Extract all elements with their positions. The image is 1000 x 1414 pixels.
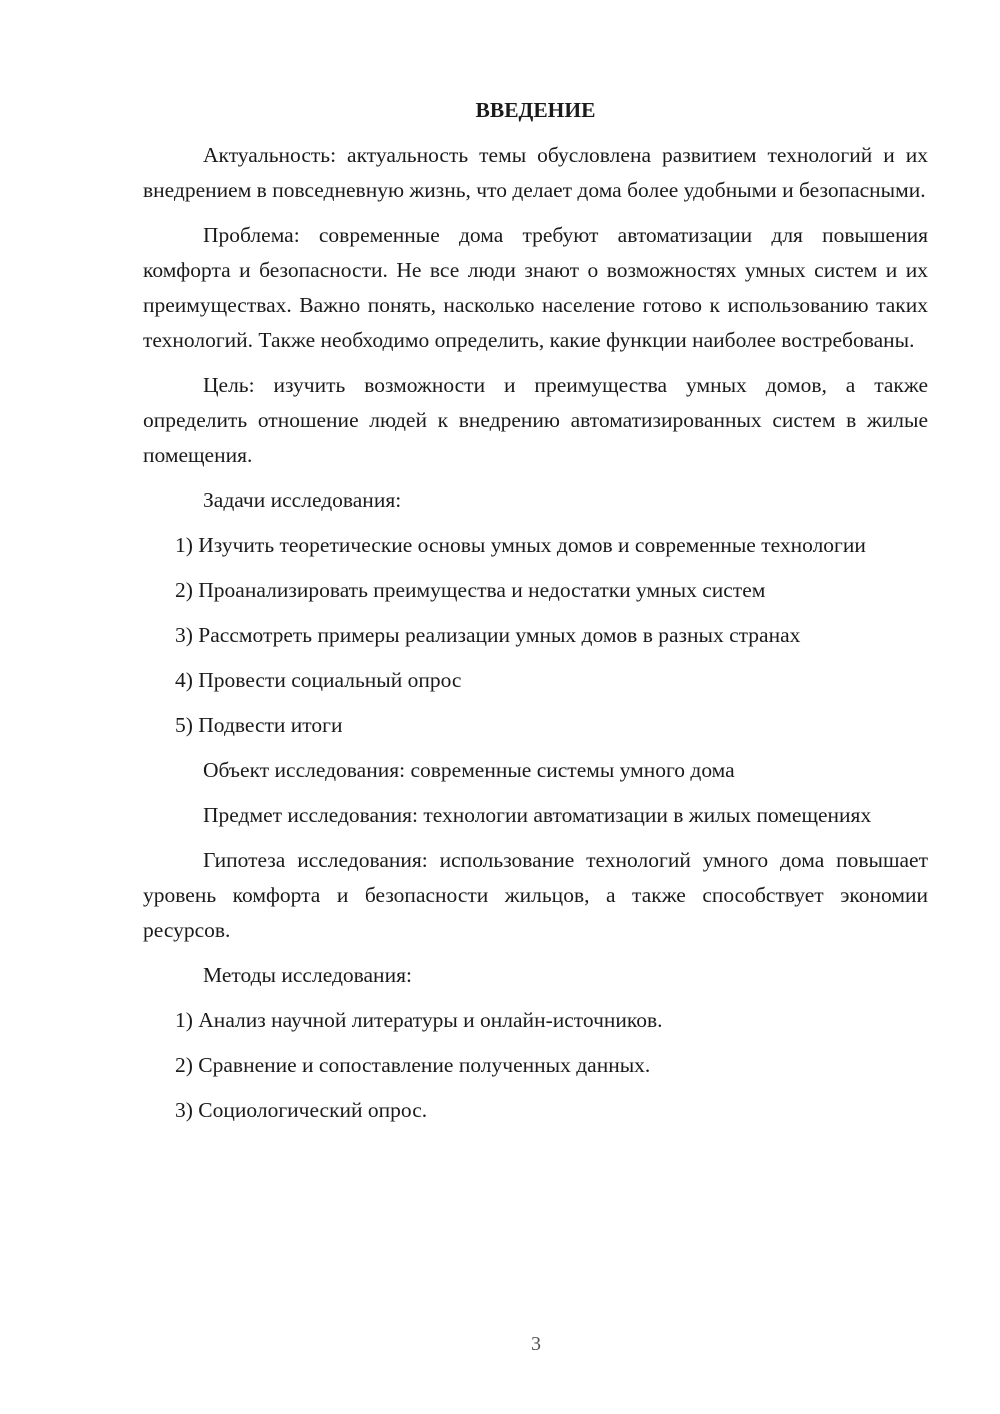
- method-item: 1) Анализ научной литературы и онлайн-источников.: [175, 1008, 663, 1032]
- task-item: 2) Проанализировать преимущества и недостатки умных систем: [175, 578, 766, 602]
- document-page: [143, 93, 928, 1138]
- page-number: 3: [531, 1333, 541, 1355]
- problem-paragraph: Проблема: современные дома требуют автоматизации для повышения комфорта и безопасности. Не все люди знают о возможностях умных систем и их преимуществах. Важно понять, насколько население готово к использованию таких технологий. Также необходимо определить, какие функции наиболее востребованы.: [143, 223, 928, 352]
- subject-paragraph: Предмет исследования: технологии автоматизации в жилых помещениях: [203, 803, 872, 827]
- hypothesis-paragraph: Гипотеза исследования: использование технологий умного дома повышает уровень комфорта и безопасности жильцов, а также способствует экономии ресурсов.: [143, 848, 928, 942]
- task-item: 5) Подвести итоги: [175, 713, 343, 737]
- method-item: 2) Сравнение и сопоставление полученных данных.: [175, 1053, 651, 1077]
- task-item: 3) Рассмотреть примеры реализации умных домов в разных странах: [175, 623, 801, 647]
- goal-paragraph: Цель: изучить возможности и преимущества умных домов, а также определить отношение людей к внедрению автоматизированных систем в жилые помещения.: [143, 373, 928, 467]
- object-paragraph: Объект исследования: современные системы умного дома: [203, 758, 735, 782]
- relevance-paragraph: Актуальность: актуальность темы обусловлена развитием технологий и их внедрением в повседневную жизнь, что делает дома более удобными и безопасными.: [143, 143, 928, 202]
- method-item: 3) Социологический опрос.: [175, 1098, 428, 1122]
- page-title: ВВЕДЕНИЕ: [475, 98, 596, 122]
- tasks-heading: Задачи исследования:: [203, 488, 402, 512]
- methods-heading: Методы исследования:: [203, 963, 412, 987]
- task-item: 1) Изучить теоретические основы умных домов и современные технологии: [175, 533, 866, 557]
- task-item: 4) Провести социальный опрос: [175, 668, 462, 692]
